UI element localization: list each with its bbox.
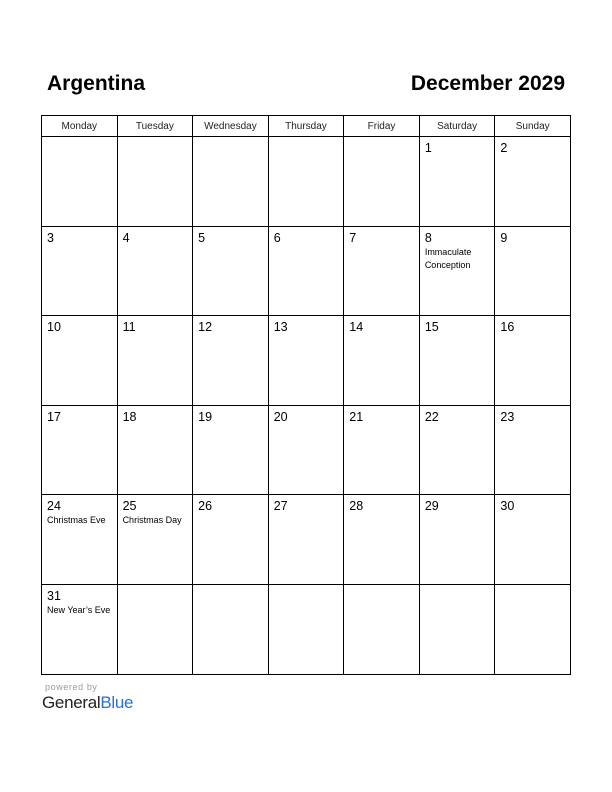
day-cell: [193, 405, 269, 495]
day-cell: [344, 316, 420, 406]
day-cell: [117, 495, 193, 585]
day-cell: [193, 137, 269, 227]
day-number: 2: [500, 141, 508, 155]
day-number: 8: [424, 230, 432, 245]
day-cell: [42, 405, 118, 495]
day-number: 23: [500, 409, 515, 424]
day-cell: [268, 137, 344, 227]
day-number: 29: [424, 499, 439, 514]
day-cell: [495, 405, 571, 495]
day-number: 11: [122, 320, 136, 335]
weekday-header: Saturday: [419, 116, 495, 137]
weekday-header: Thursday: [268, 116, 344, 137]
day-cell: [495, 495, 571, 585]
day-cell: [419, 495, 495, 585]
day-cell: [193, 316, 269, 406]
powered-by-label: powered by: [45, 682, 98, 692]
week-row: [42, 316, 571, 406]
day-number: 10: [47, 320, 61, 335]
day-number: 13: [273, 320, 288, 335]
week-row: [42, 495, 571, 585]
week-row: [42, 226, 571, 316]
day-cell: [495, 226, 571, 316]
day-number: 26: [198, 499, 213, 514]
day-cell: [193, 226, 269, 316]
day-number: 30: [500, 499, 515, 514]
day-cell: [268, 495, 344, 585]
weekday-header: Friday: [344, 116, 420, 137]
day-number: 18: [122, 409, 137, 424]
brand-blue-text: Blue: [100, 693, 134, 712]
day-cell: [344, 405, 420, 495]
day-number: 22: [424, 409, 439, 424]
generalblue-logo[interactable]: [42, 693, 133, 713]
weekday-header: Sunday: [495, 116, 571, 137]
calendar-grid: [41, 115, 571, 675]
day-cell: [117, 137, 193, 227]
holiday-label: Immaculate Conception: [424, 246, 472, 270]
day-cell: [268, 405, 344, 495]
day-cell: [42, 584, 118, 674]
day-number: 24: [47, 499, 61, 514]
day-number: 9: [500, 230, 508, 245]
day-cell: [419, 137, 495, 227]
month-year-title: December 2029: [410, 72, 565, 95]
day-cell: [193, 584, 269, 674]
holiday-label: Christmas Day: [122, 515, 182, 526]
weekday-header-row: [42, 116, 571, 137]
day-number: 12: [198, 320, 213, 335]
day-number: 27: [273, 499, 288, 514]
day-cell: [344, 137, 420, 227]
day-number: 3: [47, 230, 54, 245]
day-number: 31: [47, 588, 61, 603]
day-number: 14: [349, 320, 364, 335]
day-cell: [495, 316, 571, 406]
day-number: 4: [122, 230, 130, 245]
weekday-header: Monday: [42, 116, 118, 137]
day-number: 16: [500, 320, 515, 335]
day-cell: [495, 137, 571, 227]
holiday-label: New Year’s Eve: [47, 604, 111, 615]
holiday-label: Christmas Eve: [47, 515, 106, 526]
weekday-header: Tuesday: [117, 116, 193, 137]
week-row: [42, 405, 571, 495]
day-cell: [268, 226, 344, 316]
day-number: 17: [47, 409, 61, 424]
day-cell: [117, 405, 193, 495]
weekday-header: Wednesday: [193, 116, 269, 137]
day-cell: [268, 584, 344, 674]
day-cell: [419, 584, 495, 674]
brand-general-text: General: [42, 693, 101, 712]
day-cell: [419, 405, 495, 495]
day-number: 25: [122, 499, 137, 514]
day-cell: [42, 226, 118, 316]
day-cell: [117, 316, 193, 406]
day-cell: [495, 584, 571, 674]
day-number: 21: [349, 409, 364, 424]
day-cell: [117, 226, 193, 316]
week-row: [42, 137, 571, 227]
day-number: 1: [424, 141, 432, 155]
day-cell: [193, 495, 269, 585]
day-number: 20: [273, 409, 288, 424]
day-cell: [117, 584, 193, 674]
day-number: 5: [198, 230, 206, 245]
day-cell: [419, 226, 495, 316]
day-cell: [42, 495, 118, 585]
day-cell: [268, 316, 344, 406]
country-title: Argentina: [47, 72, 146, 95]
day-number: 15: [424, 320, 439, 335]
week-row: [42, 584, 571, 674]
day-cell: [42, 316, 118, 406]
day-number: 28: [349, 499, 364, 514]
day-number: 6: [273, 230, 281, 245]
day-cell: [344, 226, 420, 316]
day-cell: [419, 316, 495, 406]
day-cell: [344, 584, 420, 674]
day-number: 19: [198, 409, 213, 424]
day-number: 7: [349, 230, 357, 245]
day-cell: [344, 495, 420, 585]
day-cell: [42, 137, 118, 227]
